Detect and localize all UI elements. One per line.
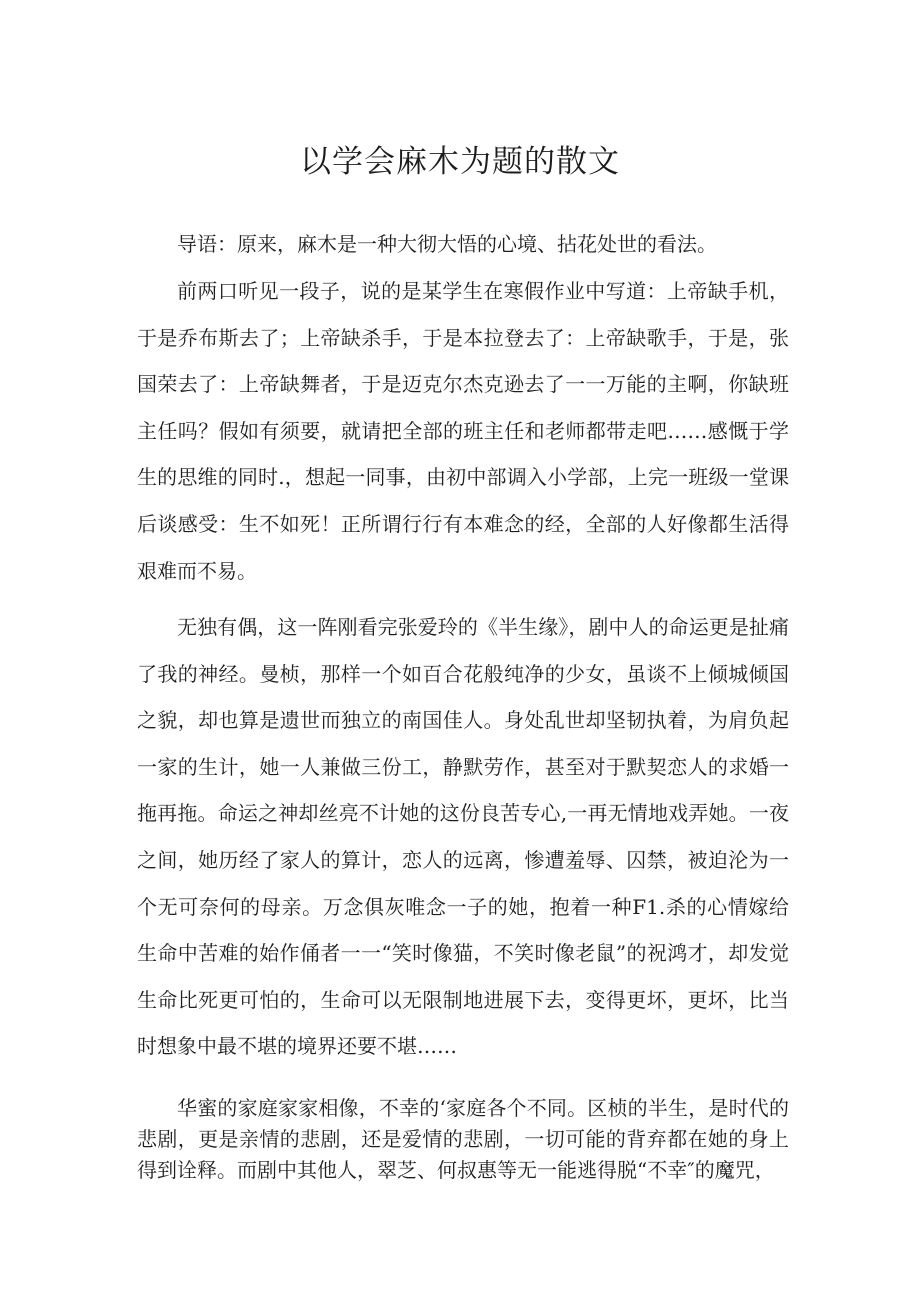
paragraph-block-1 — [137, 268, 789, 594]
body-paragraph-2: 无独有偶，这一阵刚看完张爱玲的《半生缘》，剧中人的命运更是扯痛了我的神经。曼桢，那样一个如百合花般纯净的少女，虽谈不上倾城倾国之貌，却也算是遗世而独立的南国佳人。身处乱世却坚韧执着，为肩负起一家的生计，她一人兼做三份工，静默劳作，甚至对于默契恋人的求婚一拖再拖。命运之神却丝亮不计她的这份良苦专心,一再无情地戏弄她。一夜之间，她历经了家人的算计，恋人的远离，惨遭羞辱、囚禁，被迫沦为一个无可奈何的母亲。万念俱灰唯念一子的她，抱着一种F1.杀的心情嫁给生命中苦难的始作俑者一一“笑时像猫，不笑时像老鼠”的祝鸿才，却发觉生命比死更可怕的，生命可以无限制地进展下去，变得更坏，更坏，比当时想象中最不堪的境界还要不堪…… — [137, 615, 789, 1059]
intro-paragraph: 导语：原来，麻木是一种大彻大悟的心境、拈花处世的看法。 — [177, 232, 717, 256]
paragraph-block-3 — [137, 1093, 789, 1186]
body-paragraph-1: 前两口听见一段子，说的是某学生在寒假作业中写道：上帝缺手机，于是乔布斯去了；上帝缺杀手，于是本拉登去了：上帝缺歌手，于是，张国荣去了：上帝缺舞者，于是迈克尔杰克逊去了一一万能的主啊，你缺班主任吗？假如有须要，就请把全部的班主任和老师都带走吧……感慨于学生的思维的同时.，想起一同事，由初中部调入小学部，上完一班级一堂课后谈感受：生不如死！正所谓行行有本难念的经，全部的人好像都生活得艰难而不易。 — [137, 279, 789, 583]
intro-paragraph-block — [137, 221, 789, 268]
paragraph-block-2 — [137, 604, 789, 1070]
document-title: 以学会麻木为题的散文 — [300, 144, 620, 180]
body-paragraph-3: 华蜜的家庭家家相像，不幸的‘家庭各个不同。区桢的半生，是时代的悲剧，更是亲情的悲剧，还是爱情的悲剧，一切可能的背弃都在她的身上得到诠释。而剧中其他人，翠芝、何叔惠等无一能逃得脱“不幸″的魔咒， — [137, 1096, 789, 1182]
